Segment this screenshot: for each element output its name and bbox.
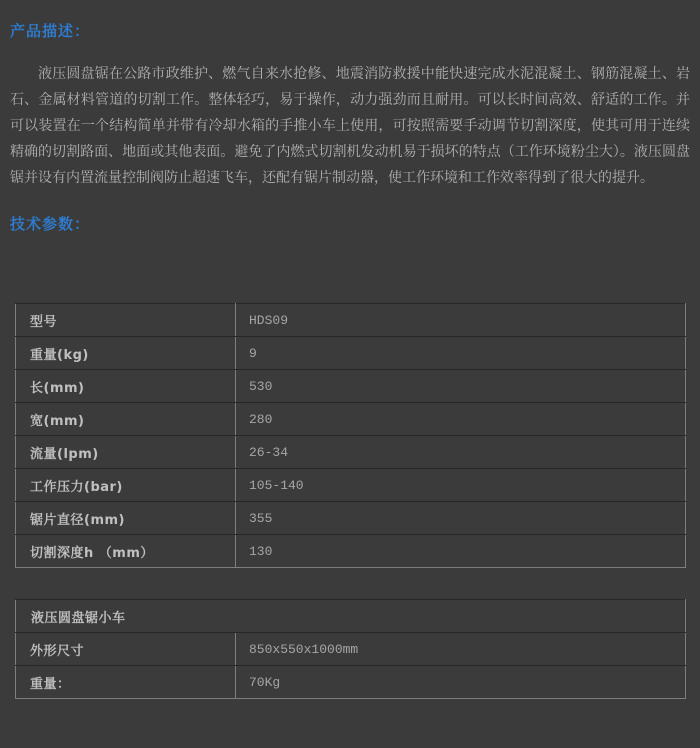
spec-row-flow bbox=[16, 436, 686, 469]
spec-value: 280 bbox=[236, 403, 686, 436]
spec-value: 850x550x1000mm bbox=[236, 633, 686, 666]
product-description-heading: 产品描述： bbox=[10, 22, 91, 40]
spec-label: 重量(kg) bbox=[16, 337, 236, 370]
page-content bbox=[0, 22, 700, 699]
spec-row-cutting-depth bbox=[16, 535, 686, 568]
cart-table-title-row bbox=[16, 600, 686, 633]
spec-label: 流量(lpm) bbox=[16, 436, 236, 469]
cart-table bbox=[15, 599, 686, 699]
spec-row-weight bbox=[16, 337, 686, 370]
spec-label: 切割深度h （mm） bbox=[16, 535, 236, 568]
technical-parameters-heading: 技术参数： bbox=[10, 215, 91, 233]
spec-label: 长(mm) bbox=[16, 370, 236, 403]
spec-value: 355 bbox=[236, 502, 686, 535]
spec-value: 9 bbox=[236, 337, 686, 370]
spec-label: 宽(mm) bbox=[16, 403, 236, 436]
cart-row-weight bbox=[16, 666, 686, 699]
spec-label: 工作压力(bar) bbox=[16, 469, 236, 502]
spec-label: 锯片直径(mm) bbox=[16, 502, 236, 535]
specs-table bbox=[15, 303, 686, 568]
spec-row-blade-diameter bbox=[16, 502, 686, 535]
spec-row-length bbox=[16, 370, 686, 403]
spec-value: HDS09 bbox=[236, 304, 686, 337]
product-description-text: 液压圆盘锯在公路市政维护、燃气自来水抢修、地震消防救援中能快速完成水泥混凝土、钢筋混凝土、岩石、金属材料管道的切割工作。整体轻巧，易于操作，动力强劲而且耐用。可以长时间高效、舒适的工作。并可以装置在一个结构简单并带有冷却水箱的手推小车上使用，可按照需要手动调节切割深度，使其可用于连续精确的切割路面、地面或其他表面。避免了内燃式切割机发动机易于损坏的特点（工作环境粉尘大）。液压圆盘锯并设有内置流量控制阀防止超速飞车，还配有锯片制动器，使工作环境和工作效率得到了很大的提升。 bbox=[10, 66, 690, 186]
cart-row-dimensions bbox=[16, 633, 686, 666]
cart-table-title: 液压圆盘锯小车 bbox=[16, 600, 686, 633]
spec-row-width bbox=[16, 403, 686, 436]
spec-value: 70Kg bbox=[236, 666, 686, 699]
spec-value: 530 bbox=[236, 370, 686, 403]
spec-value: 26-34 bbox=[236, 436, 686, 469]
spec-row-pressure bbox=[16, 469, 686, 502]
spec-label: 重量： bbox=[16, 666, 236, 699]
spec-value: 105-140 bbox=[236, 469, 686, 502]
spec-label: 外形尺寸 bbox=[16, 633, 236, 666]
spec-value: 130 bbox=[236, 535, 686, 568]
spec-row-model bbox=[16, 304, 686, 337]
spec-label: 型号 bbox=[16, 304, 236, 337]
